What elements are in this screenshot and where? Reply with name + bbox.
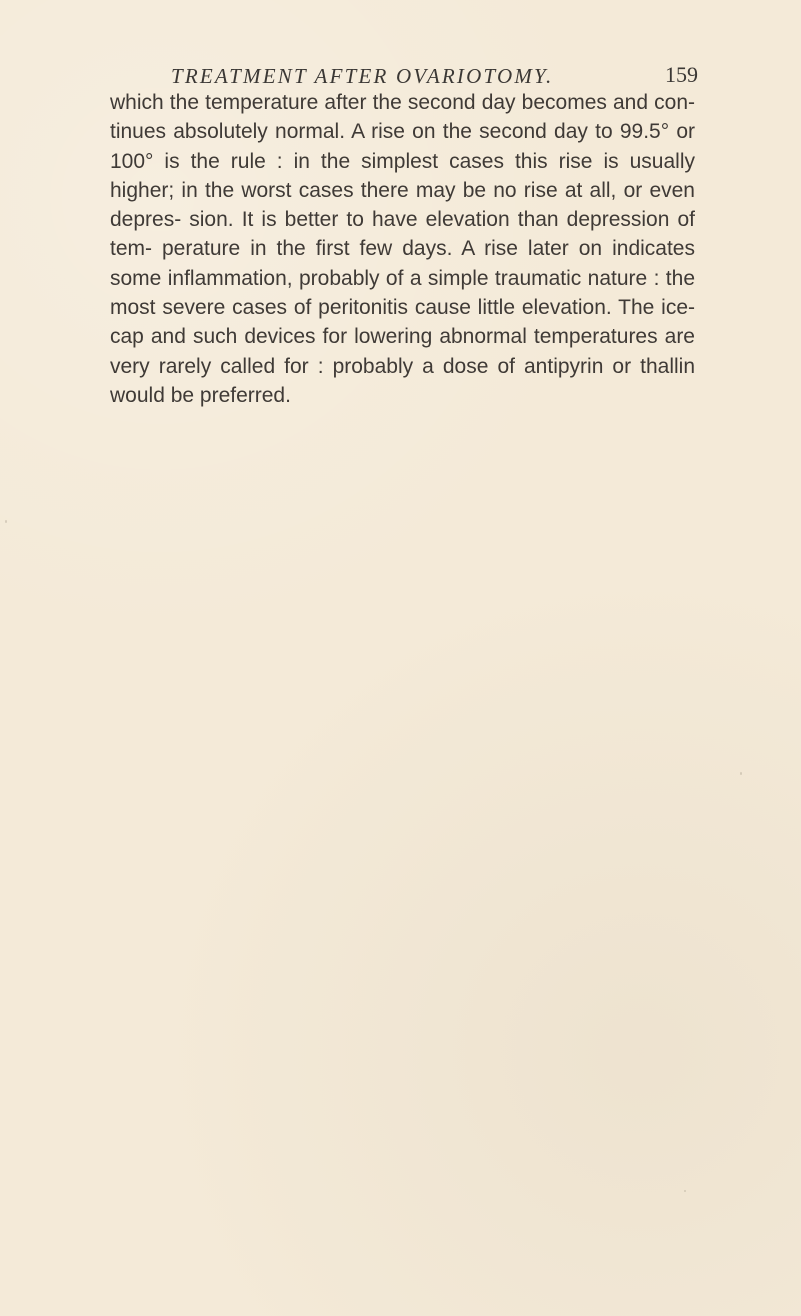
running-head: TREATMENT AFTER OVARIOTOMY. xyxy=(171,64,554,88)
paper-speck xyxy=(5,520,7,523)
paper-speck xyxy=(740,772,742,775)
page-number: 159 xyxy=(665,62,698,87)
body-paragraph: which the temperature after the second day becomes and con- tinues absolutely normal. A rise on the second day to 99.5° or 100° is the rule : in the simplest cases this rise is usually higher; in the worst cases there may be no rise at all, or even depres- sion. It is better to have elevation than depression of tem- perature in the first few days. A rise later on indicates some inflammation, probably of a simple traumatic nature : the most severe cases of peritonitis cause little elevation. The ice-cap and such devices for lowering abnormal temperatures are very rarely called for : probably a dose of antipyrin or thallin would be preferred. xyxy=(110,91,695,407)
paper-speck xyxy=(684,1190,686,1192)
